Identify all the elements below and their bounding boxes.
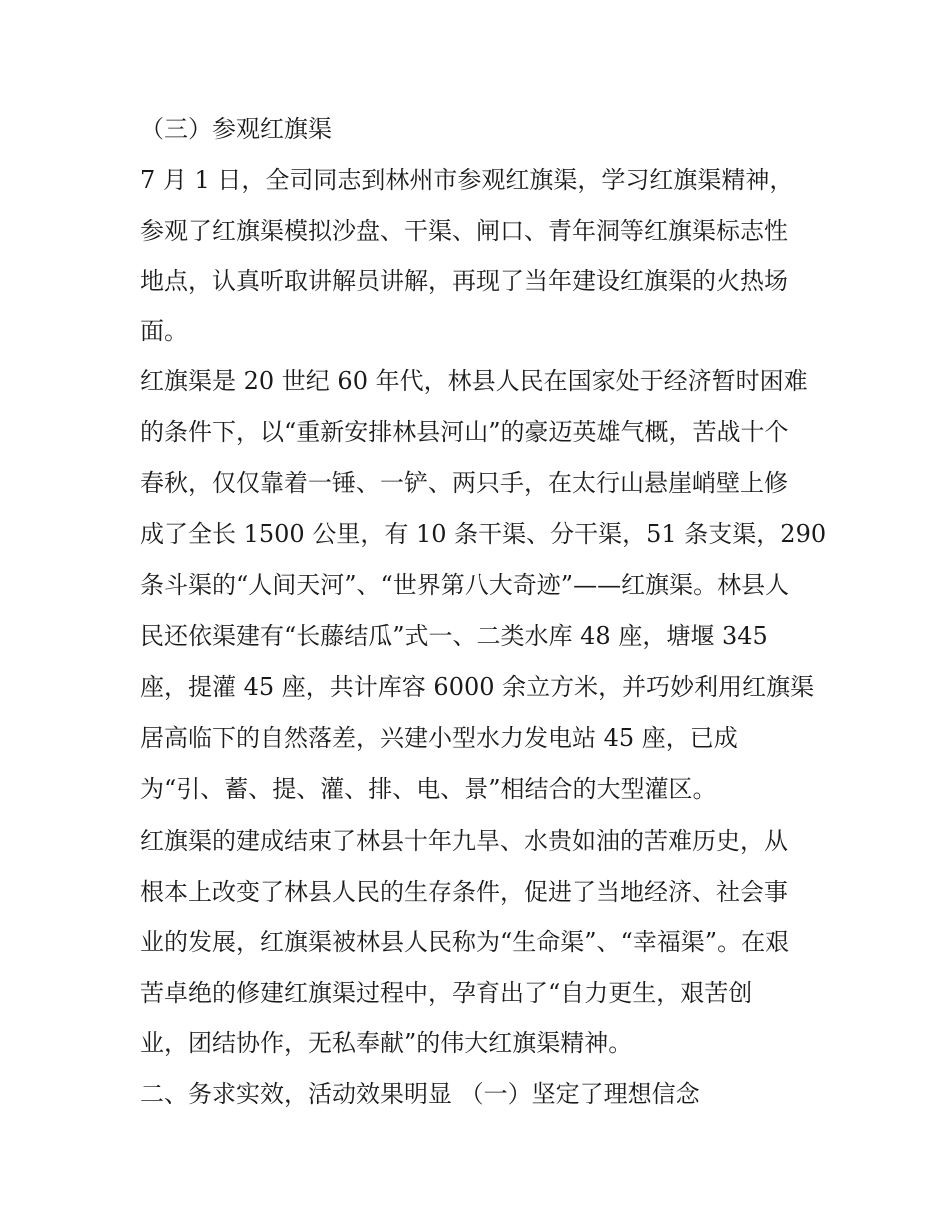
section-heading: （三）参观红旗渠 [140, 115, 332, 143]
text-line: 业的发展，红旗渠被林县人民称为“生命渠”、“幸福渠”。在艰 [140, 928, 790, 956]
text-line: 民还依渠建有“长藤结瓜”式一、二类水库 48 座，塘堰 345 [140, 622, 768, 650]
text-line: 成了全长 1500 公里，有 10 条干渠、分干渠，51 条支渠，290 [140, 520, 827, 548]
text-line: 红旗渠的建成结束了林县十年九旱、水贵如油的苦难历史，从 [140, 827, 788, 855]
text-line: 根本上改变了林县人民的生存条件，促进了当地经济、社会事 [140, 878, 788, 906]
text-line: 参观了红旗渠模拟沙盘、干渠、闸口、青年洞等红旗渠标志性 [140, 217, 788, 245]
text-line: 条斗渠的“人间天河”、“世界第八大奇迹”——红旗渠。林县人 [140, 571, 790, 599]
text-line: 为“引、蓄、提、灌、排、电、景”相结合的大型灌区。 [140, 775, 717, 803]
text-line: 地点，认真听取讲解员讲解，再现了当年建设红旗渠的火热场 [140, 267, 788, 295]
text-line: 7 月 1 日，全司同志到林州市参观红旗渠，学习红旗渠精神， [140, 166, 794, 194]
text-line: 居高临下的自然落差，兴建小型水力发电站 45 座，已成 [140, 724, 738, 752]
text-line: 业，团结协作，无私奉献”的伟大红旗渠精神。 [140, 1029, 633, 1057]
text-line: 红旗渠是 20 世纪 60 年代，林县人民在国家处于经济暂时困难 [140, 367, 808, 395]
text-line: 面。 [140, 317, 188, 345]
text-line: 的条件下，以“重新安排林县河山”的豪迈英雄气概，苦战十个 [140, 418, 789, 446]
text-line: 苦卓绝的修建红旗渠过程中，孕育出了“自力更生，艰苦创 [140, 979, 753, 1007]
text-line: 春秋，仅仅靠着一锤、一铲、两只手，在太行山悬崖峭壁上修 [140, 469, 788, 497]
section-heading: 二、务求实效，活动效果明显 （一）坚定了理想信念 [140, 1080, 700, 1108]
text-line: 座，提灌 45 座，共计库容 6000 余立方米，并巧妙利用红旗渠 [140, 673, 815, 701]
